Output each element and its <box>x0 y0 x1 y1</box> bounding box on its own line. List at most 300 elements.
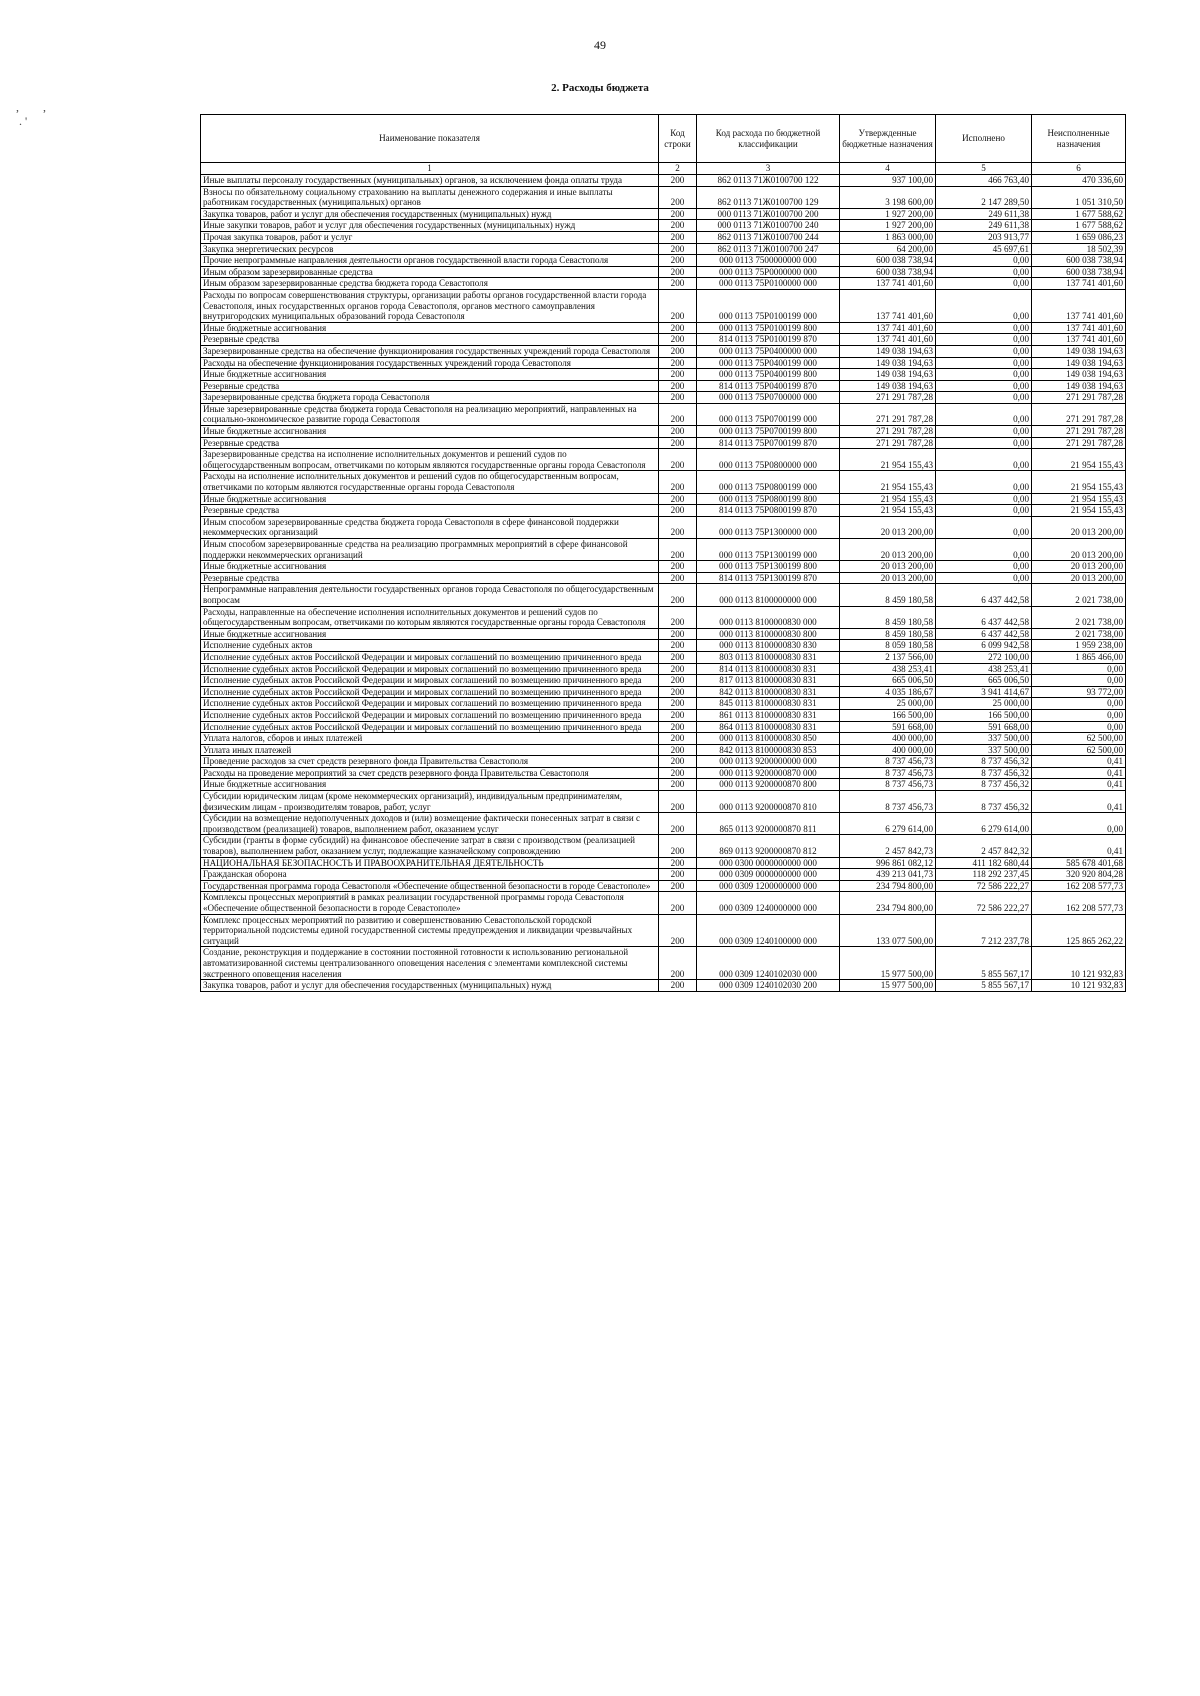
table-row <box>201 403 1126 425</box>
section-title: 2. Расходы бюджета <box>551 82 649 94</box>
row-expense-code-cell: 000 0113 75P0000000 000 <box>697 266 840 278</box>
row-approved-cell: 137 741 401,60 <box>840 289 936 322</box>
table-row <box>201 516 1126 538</box>
table-row <box>201 980 1126 992</box>
table-row <box>201 880 1126 892</box>
row-executed-cell: 8 737 456,32 <box>936 756 1032 768</box>
row-expense-code-cell: 814 0113 75P0800199 870 <box>697 505 840 517</box>
table-row <box>201 505 1126 517</box>
row-approved-cell: 400 000,00 <box>840 744 936 756</box>
row-expense-code-cell: 862 0113 71Ж0100700 244 <box>697 231 840 243</box>
row-name-cell: Исполнение судебных актов Российской Федерации и мировых соглашений по возмещению причиненного вреда <box>201 698 659 710</box>
row-line-code-cell: 200 <box>659 357 697 369</box>
row-name-cell: Резервные средства <box>201 505 659 517</box>
row-approved-cell: 15 977 500,00 <box>840 947 936 980</box>
row-executed-cell: 6 437 442,58 <box>936 606 1032 628</box>
row-line-code-cell: 200 <box>659 779 697 791</box>
row-approved-cell: 149 038 194,63 <box>840 345 936 357</box>
row-name-cell: Иные бюджетные ассигнования <box>201 779 659 791</box>
table-row <box>201 835 1126 857</box>
table-row <box>201 380 1126 392</box>
row-line-code-cell: 200 <box>659 651 697 663</box>
row-approved-cell: 234 794 800,00 <box>840 880 936 892</box>
row-executed-cell: 337 500,00 <box>936 733 1032 745</box>
budget-expenses-table <box>200 114 1126 992</box>
row-executed-cell: 466 763,40 <box>936 175 1032 187</box>
row-line-code-cell: 200 <box>659 663 697 675</box>
column-numbers-row <box>201 163 1126 175</box>
row-expense-code-cell: 000 0113 75P0700199 800 <box>697 426 840 438</box>
table-row <box>201 471 1126 493</box>
row-unexecuted-cell: 0,41 <box>1032 779 1126 791</box>
row-executed-cell: 7 212 237,78 <box>936 914 1032 947</box>
scan-specks: , , . ' <box>16 100 46 128</box>
row-name-cell: Иные бюджетные ассигнования <box>201 322 659 334</box>
row-executed-cell: 249 611,38 <box>936 208 1032 220</box>
row-approved-cell: 400 000,00 <box>840 733 936 745</box>
row-expense-code-cell: 862 0113 71Ж0100700 129 <box>697 186 840 208</box>
table-row <box>201 278 1126 290</box>
table-row <box>201 334 1126 346</box>
row-approved-cell: 8 737 456,73 <box>840 756 936 768</box>
table-row <box>201 584 1126 606</box>
row-line-code-cell: 200 <box>659 516 697 538</box>
row-expense-code-cell: 000 0113 8100000000 000 <box>697 584 840 606</box>
row-unexecuted-cell: 1 677 588,62 <box>1032 220 1126 232</box>
table-row <box>201 767 1126 779</box>
table-row <box>201 322 1126 334</box>
row-unexecuted-cell: 600 038 738,94 <box>1032 266 1126 278</box>
row-executed-cell: 0,00 <box>936 266 1032 278</box>
row-unexecuted-cell: 0,00 <box>1032 721 1126 733</box>
table-row <box>201 698 1126 710</box>
row-approved-cell: 8 737 456,73 <box>840 791 936 813</box>
row-unexecuted-cell: 162 208 577,73 <box>1032 892 1126 914</box>
row-line-code-cell: 200 <box>659 471 697 493</box>
row-name-cell: Исполнение судебных актов Российской Федерации и мировых соглашений по возмещению причиненного вреда <box>201 721 659 733</box>
row-expense-code-cell: 814 0113 75P0400199 870 <box>697 380 840 392</box>
row-unexecuted-cell: 0,41 <box>1032 791 1126 813</box>
table-row <box>201 220 1126 232</box>
table-row <box>201 243 1126 255</box>
table-row <box>201 779 1126 791</box>
row-unexecuted-cell: 2 021 738,00 <box>1032 606 1126 628</box>
row-name-cell: Расходы по вопросам совершенствования структуры, организации работы органов государственной власти города Севастополя, иных государственных органов города Севастополя, органов местного самоуправления внутригородских муниципальных образований города Севастополя <box>201 289 659 322</box>
row-line-code-cell: 200 <box>659 686 697 698</box>
row-line-code-cell: 200 <box>659 767 697 779</box>
row-approved-cell: 234 794 800,00 <box>840 892 936 914</box>
row-unexecuted-cell: 62 500,00 <box>1032 733 1126 745</box>
table-row <box>201 721 1126 733</box>
row-executed-cell: 0,00 <box>936 449 1032 471</box>
row-line-code-cell: 200 <box>659 675 697 687</box>
row-approved-cell: 1 927 200,00 <box>840 208 936 220</box>
table-row <box>201 914 1126 947</box>
table-row <box>201 628 1126 640</box>
row-expense-code-cell: 000 0113 75P0700000 000 <box>697 392 840 404</box>
row-name-cell: Иные бюджетные ассигнования <box>201 493 659 505</box>
row-expense-code-cell: 000 0113 75P0800199 000 <box>697 471 840 493</box>
row-executed-cell: 0,00 <box>936 334 1032 346</box>
row-executed-cell: 0,00 <box>936 572 1032 584</box>
table-row <box>201 369 1126 381</box>
row-unexecuted-cell: 0,41 <box>1032 767 1126 779</box>
row-approved-cell: 8 459 180,58 <box>840 628 936 640</box>
row-name-cell: Закупка энергетических ресурсов <box>201 243 659 255</box>
row-executed-cell: 0,00 <box>936 345 1032 357</box>
table-row <box>201 791 1126 813</box>
row-name-cell: Иным способом зарезервированные средства на реализацию программных мероприятий в сфере финансовой поддержки некоммерческих организаций <box>201 539 659 561</box>
row-expense-code-cell: 000 0113 9200000870 000 <box>697 767 840 779</box>
row-name-cell: НАЦИОНАЛЬНАЯ БЕЗОПАСНОСТЬ И ПРАВООХРАНИТЕЛЬНАЯ ДЕЯТЕЛЬНОСТЬ <box>201 857 659 869</box>
row-line-code-cell: 200 <box>659 880 697 892</box>
row-executed-cell: 0,00 <box>936 516 1032 538</box>
row-unexecuted-cell: 20 013 200,00 <box>1032 516 1126 538</box>
row-expense-code-cell: 000 0309 1240102030 200 <box>697 980 840 992</box>
row-expense-code-cell: 000 0113 75P1300000 000 <box>697 516 840 538</box>
row-expense-code-cell: 000 0113 8100000830 850 <box>697 733 840 745</box>
row-name-cell: Исполнение судебных актов Российской Федерации и мировых соглашений по возмещению причиненного вреда <box>201 675 659 687</box>
row-approved-cell: 21 954 155,43 <box>840 449 936 471</box>
table-row <box>201 857 1126 869</box>
row-line-code-cell: 200 <box>659 334 697 346</box>
table-row <box>201 640 1126 652</box>
row-unexecuted-cell: 0,00 <box>1032 675 1126 687</box>
row-executed-cell: 8 737 456,32 <box>936 767 1032 779</box>
row-executed-cell: 272 100,00 <box>936 651 1032 663</box>
row-line-code-cell: 200 <box>659 289 697 322</box>
row-expense-code-cell: 000 0300 0000000000 000 <box>697 857 840 869</box>
table-header-row <box>201 115 1126 163</box>
row-line-code-cell: 200 <box>659 220 697 232</box>
row-expense-code-cell: 814 0113 75P0700199 870 <box>697 437 840 449</box>
row-line-code-cell: 200 <box>659 914 697 947</box>
row-expense-code-cell: 000 0309 1240000000 000 <box>697 892 840 914</box>
table-row <box>201 663 1126 675</box>
row-unexecuted-cell: 10 121 932,83 <box>1032 947 1126 980</box>
row-executed-cell: 5 855 567,17 <box>936 980 1032 992</box>
row-name-cell: Гражданская оборона <box>201 869 659 881</box>
row-approved-cell: 15 977 500,00 <box>840 980 936 992</box>
row-unexecuted-cell: 21 954 155,43 <box>1032 493 1126 505</box>
row-expense-code-cell: 000 0113 7500000000 000 <box>697 255 840 267</box>
table-row <box>201 561 1126 573</box>
row-name-cell: Иные бюджетные ассигнования <box>201 369 659 381</box>
header-indicator-name: Наименование показателя <box>201 115 659 163</box>
row-approved-cell: 439 213 041,73 <box>840 869 936 881</box>
row-approved-cell: 271 291 787,28 <box>840 426 936 438</box>
row-executed-cell: 25 000,00 <box>936 698 1032 710</box>
row-approved-cell: 149 038 194,63 <box>840 357 936 369</box>
row-unexecuted-cell: 1 659 086,23 <box>1032 231 1126 243</box>
row-executed-cell: 166 500,00 <box>936 709 1032 721</box>
row-line-code-cell: 200 <box>659 606 697 628</box>
row-name-cell: Государственная программа города Севастополя «Обеспечение общественной безопасности в городе Севастополе» <box>201 880 659 892</box>
row-expense-code-cell: 000 0113 75P0100199 000 <box>697 289 840 322</box>
row-executed-cell: 0,00 <box>936 437 1032 449</box>
row-unexecuted-cell: 125 865 262,22 <box>1032 914 1126 947</box>
row-approved-cell: 271 291 787,28 <box>840 392 936 404</box>
row-unexecuted-cell: 20 013 200,00 <box>1032 539 1126 561</box>
row-name-cell: Резервные средства <box>201 334 659 346</box>
table-row <box>201 266 1126 278</box>
row-executed-cell: 0,00 <box>936 255 1032 267</box>
column-number: 3 <box>697 163 840 175</box>
row-executed-cell: 0,00 <box>936 322 1032 334</box>
table-row <box>201 947 1126 980</box>
row-name-cell: Исполнение судебных актов Российской Федерации и мировых соглашений по возмещению причиненного вреда <box>201 663 659 675</box>
row-name-cell: Расходы на обеспечение функционирования государственных учреждений города Севастополя <box>201 357 659 369</box>
row-name-cell: Комплексы процессных мероприятий в рамках реализации государственной программы города Севастополя «Обеспечение общественной безопасности в городе Севастополе» <box>201 892 659 914</box>
row-line-code-cell: 200 <box>659 584 697 606</box>
row-executed-cell: 0,00 <box>936 278 1032 290</box>
row-name-cell: Иным образом зарезервированные средства бюджета города Севастополя <box>201 278 659 290</box>
row-unexecuted-cell: 137 741 401,60 <box>1032 289 1126 322</box>
row-unexecuted-cell: 21 954 155,43 <box>1032 505 1126 517</box>
row-line-code-cell: 200 <box>659 733 697 745</box>
row-name-cell: Прочая закупка товаров, работ и услуг <box>201 231 659 243</box>
table-row <box>201 756 1126 768</box>
row-name-cell: Зарезервированные средства на исполнение исполнительных документов и решений судов по общегосударственным вопросам, ответчиками по которым являются государственные органы города Севастополя <box>201 449 659 471</box>
row-expense-code-cell: 862 0113 71Ж0100700 247 <box>697 243 840 255</box>
row-executed-cell: 0,00 <box>936 403 1032 425</box>
row-line-code-cell: 200 <box>659 266 697 278</box>
header-approved: Утвержденные бюджетные назначения <box>840 115 936 163</box>
row-line-code-cell: 200 <box>659 380 697 392</box>
row-approved-cell: 166 500,00 <box>840 709 936 721</box>
table-row <box>201 744 1126 756</box>
row-unexecuted-cell: 1 959 238,00 <box>1032 640 1126 652</box>
row-unexecuted-cell: 0,41 <box>1032 835 1126 857</box>
table-row <box>201 686 1126 698</box>
row-unexecuted-cell: 1 677 588,62 <box>1032 208 1126 220</box>
row-line-code-cell: 200 <box>659 449 697 471</box>
row-approved-cell: 137 741 401,60 <box>840 334 936 346</box>
row-approved-cell: 25 000,00 <box>840 698 936 710</box>
row-name-cell: Резервные средства <box>201 437 659 449</box>
row-approved-cell: 21 954 155,43 <box>840 493 936 505</box>
row-name-cell: Иные выплаты персоналу государственных (муниципальных) органов, за исключением фонда оплаты труда <box>201 175 659 187</box>
row-expense-code-cell: 869 0113 9200000870 812 <box>697 835 840 857</box>
row-approved-cell: 2 457 842,73 <box>840 835 936 857</box>
row-executed-cell: 0,00 <box>936 357 1032 369</box>
row-unexecuted-cell: 149 038 194,63 <box>1032 380 1126 392</box>
row-unexecuted-cell: 600 038 738,94 <box>1032 255 1126 267</box>
row-expense-code-cell: 865 0113 9200000870 811 <box>697 813 840 835</box>
row-executed-cell: 6 437 442,58 <box>936 628 1032 640</box>
row-unexecuted-cell: 162 208 577,73 <box>1032 880 1126 892</box>
row-line-code-cell: 200 <box>659 640 697 652</box>
row-line-code-cell: 200 <box>659 255 697 267</box>
row-line-code-cell: 200 <box>659 709 697 721</box>
row-name-cell: Расходы на проведение мероприятий за счет средств резервного фонда Правительства Севастополя <box>201 767 659 779</box>
row-executed-cell: 3 941 414,67 <box>936 686 1032 698</box>
row-unexecuted-cell: 137 741 401,60 <box>1032 278 1126 290</box>
row-expense-code-cell: 803 0113 8100000830 831 <box>697 651 840 663</box>
row-approved-cell: 8 737 456,73 <box>840 779 936 791</box>
row-approved-cell: 996 861 082,12 <box>840 857 936 869</box>
row-line-code-cell: 200 <box>659 437 697 449</box>
row-name-cell: Иным образом зарезервированные средства <box>201 266 659 278</box>
row-approved-cell: 133 077 500,00 <box>840 914 936 947</box>
row-expense-code-cell: 000 0113 8100000830 800 <box>697 628 840 640</box>
row-expense-code-cell: 000 0113 75P0100199 800 <box>697 322 840 334</box>
row-expense-code-cell: 000 0113 75P1300199 000 <box>697 539 840 561</box>
row-executed-cell: 2 457 842,32 <box>936 835 1032 857</box>
row-unexecuted-cell: 271 291 787,28 <box>1032 403 1126 425</box>
row-unexecuted-cell: 1 051 310,50 <box>1032 186 1126 208</box>
row-name-cell: Зарезервированные средства бюджета города Севастополя <box>201 392 659 404</box>
row-expense-code-cell: 814 0113 8100000830 831 <box>697 663 840 675</box>
row-expense-code-cell: 000 0113 75P1300199 800 <box>697 561 840 573</box>
row-line-code-cell: 200 <box>659 322 697 334</box>
row-approved-cell: 271 291 787,28 <box>840 437 936 449</box>
row-approved-cell: 3 198 600,00 <box>840 186 936 208</box>
row-approved-cell: 8 459 180,58 <box>840 606 936 628</box>
row-approved-cell: 137 741 401,60 <box>840 322 936 334</box>
row-expense-code-cell: 000 0113 75P0800199 800 <box>697 493 840 505</box>
row-expense-code-cell: 814 0113 75P0100199 870 <box>697 334 840 346</box>
table-row <box>201 437 1126 449</box>
row-executed-cell: 0,00 <box>936 561 1032 573</box>
row-name-cell: Резервные средства <box>201 380 659 392</box>
row-unexecuted-cell: 62 500,00 <box>1032 744 1126 756</box>
row-unexecuted-cell: 149 038 194,63 <box>1032 369 1126 381</box>
row-line-code-cell: 200 <box>659 175 697 187</box>
row-approved-cell: 20 013 200,00 <box>840 572 936 584</box>
row-approved-cell: 21 954 155,43 <box>840 471 936 493</box>
row-executed-cell: 438 253,41 <box>936 663 1032 675</box>
row-line-code-cell: 200 <box>659 628 697 640</box>
row-unexecuted-cell: 10 121 932,83 <box>1032 980 1126 992</box>
row-line-code-cell: 200 <box>659 835 697 857</box>
row-expense-code-cell: 814 0113 75P1300199 870 <box>697 572 840 584</box>
row-unexecuted-cell: 0,41 <box>1032 756 1126 768</box>
row-line-code-cell: 200 <box>659 426 697 438</box>
row-line-code-cell: 200 <box>659 980 697 992</box>
row-unexecuted-cell: 149 038 194,63 <box>1032 345 1126 357</box>
row-approved-cell: 21 954 155,43 <box>840 505 936 517</box>
row-executed-cell: 0,00 <box>936 369 1032 381</box>
row-name-cell: Иные бюджетные ассигнования <box>201 628 659 640</box>
table-row <box>201 186 1126 208</box>
row-executed-cell: 337 500,00 <box>936 744 1032 756</box>
row-expense-code-cell: 817 0113 8100000830 831 <box>697 675 840 687</box>
row-unexecuted-cell: 1 865 466,00 <box>1032 651 1126 663</box>
row-name-cell: Исполнение судебных актов Российской Федерации и мировых соглашений по возмещению причиненного вреда <box>201 686 659 698</box>
row-unexecuted-cell: 320 920 804,28 <box>1032 869 1126 881</box>
row-line-code-cell: 200 <box>659 721 697 733</box>
row-unexecuted-cell: 2 021 738,00 <box>1032 584 1126 606</box>
row-name-cell: Прочие непрограммные направления деятельности органов государственной власти города Севастополя <box>201 255 659 267</box>
table-row <box>201 709 1126 721</box>
row-expense-code-cell: 842 0113 8100000830 853 <box>697 744 840 756</box>
row-name-cell: Иные закупки товаров, работ и услуг для обеспечения государственных (муниципальных) нужд <box>201 220 659 232</box>
row-name-cell: Иные зарезервированные средства бюджета города Севастополя на реализацию мероприятий, направленных на социально-экономическое развитие города Севастополя <box>201 403 659 425</box>
row-executed-cell: 0,00 <box>936 471 1032 493</box>
row-unexecuted-cell: 93 772,00 <box>1032 686 1126 698</box>
row-name-cell: Иным способом зарезервированные средства бюджета города Севастополя в сфере финансовой поддержки некоммерческих организаций <box>201 516 659 538</box>
row-name-cell: Комплекс процессных мероприятий по развитию и совершенствованию Севастопольской городской территориальной подсистемы единой государственной системы предупреждения и ликвидации чрезвычайных ситуаций <box>201 914 659 947</box>
table-row <box>201 255 1126 267</box>
row-name-cell: Резервные средства <box>201 572 659 584</box>
row-executed-cell: 118 292 237,45 <box>936 869 1032 881</box>
row-approved-cell: 8 459 180,58 <box>840 584 936 606</box>
row-name-cell: Субсидии на возмещение недополученных доходов и (или) возмещение фактически понесенных затрат в связи с производством (реализацией) товаров, выполнением работ, оказанием услуг <box>201 813 659 835</box>
page-number: 49 <box>594 38 606 52</box>
row-expense-code-cell: 000 0113 75P0400000 000 <box>697 345 840 357</box>
column-number: 1 <box>201 163 659 175</box>
row-expense-code-cell: 000 0113 8100000830 000 <box>697 606 840 628</box>
row-line-code-cell: 200 <box>659 186 697 208</box>
table-row <box>201 733 1126 745</box>
row-expense-code-cell: 000 0113 75P0400199 800 <box>697 369 840 381</box>
row-executed-cell: 2 147 289,50 <box>936 186 1032 208</box>
row-line-code-cell: 200 <box>659 698 697 710</box>
row-expense-code-cell: 000 0309 1240100000 000 <box>697 914 840 947</box>
row-line-code-cell: 200 <box>659 539 697 561</box>
table-row <box>201 813 1126 835</box>
row-expense-code-cell: 000 0309 0000000000 000 <box>697 869 840 881</box>
row-line-code-cell: 200 <box>659 345 697 357</box>
row-line-code-cell: 200 <box>659 505 697 517</box>
row-line-code-cell: 200 <box>659 243 697 255</box>
row-approved-cell: 6 279 614,00 <box>840 813 936 835</box>
row-approved-cell: 149 038 194,63 <box>840 369 936 381</box>
row-name-cell: Исполнение судебных актов Российской Федерации и мировых соглашений по возмещению причиненного вреда <box>201 651 659 663</box>
table-row <box>201 651 1126 663</box>
column-number: 6 <box>1032 163 1126 175</box>
row-line-code-cell: 200 <box>659 208 697 220</box>
row-line-code-cell: 200 <box>659 561 697 573</box>
row-name-cell: Субсидии (гранты в форме субсидий) на финансовое обеспечение затрат в связи с производством (реализацией товаров), выполнением работ, оказанием услуг, подлежащие казначейскому сопровождению <box>201 835 659 857</box>
row-unexecuted-cell: 0,00 <box>1032 813 1126 835</box>
row-expense-code-cell: 000 0309 1240102030 000 <box>697 947 840 980</box>
row-executed-cell: 6 279 614,00 <box>936 813 1032 835</box>
column-number: 4 <box>840 163 936 175</box>
table-row <box>201 675 1126 687</box>
row-approved-cell: 149 038 194,63 <box>840 380 936 392</box>
row-unexecuted-cell: 2 021 738,00 <box>1032 628 1126 640</box>
row-unexecuted-cell: 585 678 401,68 <box>1032 857 1126 869</box>
table-row <box>201 357 1126 369</box>
row-expense-code-cell: 000 0113 75P0800000 000 <box>697 449 840 471</box>
header-unexecuted: Неисполненные назначения <box>1032 115 1126 163</box>
row-line-code-cell: 200 <box>659 572 697 584</box>
row-executed-cell: 249 611,38 <box>936 220 1032 232</box>
row-line-code-cell: 200 <box>659 493 697 505</box>
row-name-cell: Непрограммные направления деятельности государственных органов города Севастополя по общегосударственным вопросам <box>201 584 659 606</box>
row-approved-cell: 1 863 000,00 <box>840 231 936 243</box>
table-row <box>201 175 1126 187</box>
row-unexecuted-cell: 21 954 155,43 <box>1032 449 1126 471</box>
row-executed-cell: 665 006,50 <box>936 675 1032 687</box>
row-executed-cell: 411 182 680,44 <box>936 857 1032 869</box>
row-unexecuted-cell: 21 954 155,43 <box>1032 471 1126 493</box>
row-unexecuted-cell: 137 741 401,60 <box>1032 322 1126 334</box>
header-expense-code: Код расхода по бюджетной классификации <box>697 115 840 163</box>
row-expense-code-cell: 000 0113 9200000000 000 <box>697 756 840 768</box>
row-name-cell: Расходы, направленные на обеспечение исполнения исполнительных документов и решений судов по общегосударственным вопросам, ответчиками по которым являются государственные органы города Севастополя <box>201 606 659 628</box>
row-executed-cell: 8 737 456,32 <box>936 779 1032 791</box>
row-name-cell: Закупка товаров, работ и услуг для обеспечения государственных (муниципальных) нужд <box>201 980 659 992</box>
row-line-code-cell: 200 <box>659 892 697 914</box>
row-name-cell: Уплата иных платежей <box>201 744 659 756</box>
row-executed-cell: 0,00 <box>936 505 1032 517</box>
row-expense-code-cell: 862 0113 71Ж0100700 122 <box>697 175 840 187</box>
row-expense-code-cell: 000 0113 75P0400199 000 <box>697 357 840 369</box>
row-name-cell: Создание, реконструкция и поддержание в состоянии постоянной готовности к использованию региональной автоматизированной системы централизованного оповещения населения с элементами комплексной системы экстренного оповещения населения <box>201 947 659 980</box>
